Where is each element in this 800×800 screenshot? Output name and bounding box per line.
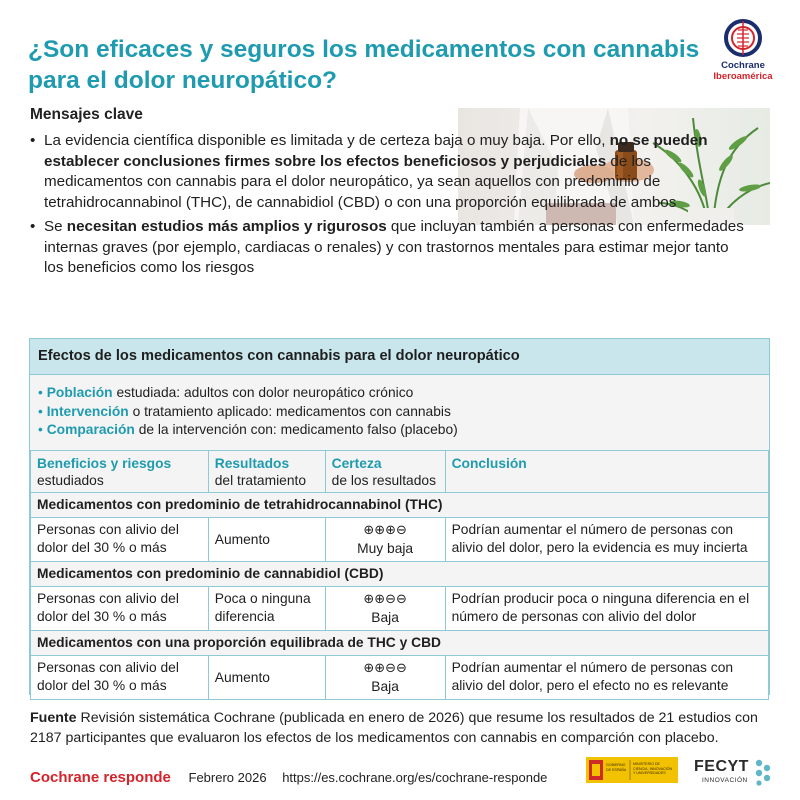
source-label: Fuente <box>30 710 77 726</box>
conclusion-cell: Podrían aumentar el número de personas con alivio del dolor, pero el efecto no es relevante <box>445 656 768 700</box>
key-message-2-text-b: que incluyan también a personas con enfermedades internas graves (por ejemplo, cardiacas o renales) y con trastornos mentales para estimar mejor tanto los beneficios como los riesgos <box>44 218 744 276</box>
footer <box>30 769 547 786</box>
certainty-label: Baja <box>371 679 399 694</box>
column-header-title: Resultados <box>214 456 290 471</box>
group-title: Medicamentos con una proporción equilibrada de THC y CBD <box>31 631 769 656</box>
certainty-rating-icon: ⊕⊕⊖⊖ <box>363 661 407 676</box>
cochrane-iberoamerica-logo <box>706 18 780 84</box>
fecyt-name: FECYT <box>694 758 749 775</box>
column-header-title: Beneficios y riesgos <box>37 456 172 471</box>
column-header-title: Certeza <box>331 456 382 471</box>
cochrane-logo-icon <box>723 18 763 58</box>
table-header-row <box>31 451 769 493</box>
key-message-2-text-a: Se <box>44 218 67 235</box>
table-row <box>31 518 769 562</box>
pico-text: estudiada: adultos con dolor neuropático crónico <box>112 385 414 400</box>
fecyt-dots-icon <box>754 758 772 786</box>
column-header-title: Conclusión <box>451 456 527 471</box>
result-cell: Aumento <box>208 518 325 562</box>
key-message-1 <box>30 131 730 213</box>
key-message-1-text-b: de los medicamentos con cannabis para el dolor neuropático, ya sean aquellos con predominio de tetrahidrocannabinol (THC), de cannabidiol (CBD) o con una proporción equilibrada de ambos <box>44 152 677 211</box>
column-header <box>445 451 768 493</box>
publication-date: Febrero 2026 <box>188 770 267 785</box>
cochrane-responde-brand: Cochrane responde <box>30 769 171 786</box>
source-note <box>30 709 770 748</box>
key-messages-heading: Mensajes clave <box>30 106 143 123</box>
group-title: Medicamentos con predominio de cannabidiol (CBD) <box>31 562 769 587</box>
government-text: GOBIERNO DE ESPAÑA <box>606 763 627 772</box>
column-header <box>31 451 209 493</box>
group-header-row <box>31 493 769 518</box>
column-header <box>325 451 445 493</box>
source-url-link[interactable]: https://es.cochrane.org/es/cochrane-responde <box>282 770 548 785</box>
source-text: Revisión sistemática Cochrane (publicada en enero de 2026) que resume los resultados de 21 estudios con 2187 participantes que evaluaron los efectos de los medicamentos con cannabis en comparción con placebo. <box>30 710 758 746</box>
effects-table <box>30 450 769 700</box>
outcome-cell: Personas con alivio del dolor del 30 % o más <box>31 518 209 562</box>
result-cell: Poca o ninguna diferencia <box>208 587 325 631</box>
conclusion-cell: Podrían aumentar el número de personas con alivio del dolor, pero la evidencia es muy incierta <box>445 518 768 562</box>
result-cell: Aumento <box>208 656 325 700</box>
key-message-1-text-a: La evidencia científica disponible es limitada y de certeza baja o muy baja. Por ello, <box>44 132 610 149</box>
pico-comparison <box>38 421 761 440</box>
key-message-1-emphasis: no se pueden establecer conclusiones firmes sobre los efectos beneficiosos y perjudiciales <box>44 132 708 170</box>
bullet-marker: • <box>30 218 36 235</box>
key-messages-list <box>30 131 750 279</box>
effects-panel-title: Efectos de los medicamentos con cannabis para el dolor neuropático <box>30 339 769 375</box>
certainty-label: Baja <box>371 610 399 625</box>
group-header-row <box>31 562 769 587</box>
outcome-cell: Personas con alivio del dolor del 30 % o más <box>31 656 209 700</box>
bullet-marker: • <box>30 132 36 149</box>
bullet-marker: • <box>38 403 43 419</box>
effects-panel <box>29 338 770 695</box>
table-row <box>31 656 769 700</box>
pico-intervention <box>38 403 761 422</box>
certainty-rating-icon: ⊕⊕⊖⊖ <box>363 592 407 607</box>
column-header-sub: del tratamiento <box>214 473 307 488</box>
outcome-cell: Personas con alivio del dolor del 30 % o más <box>31 587 209 631</box>
column-header <box>208 451 325 493</box>
logo-name: Cochrane <box>721 60 765 71</box>
fecyt-subtitle: INNOVACIÓN <box>702 777 748 784</box>
conclusion-cell: Podrían producir poca o ninguna diferencia en el número de personas con alivio del dolor <box>445 587 768 631</box>
pico-text: o tratamiento aplicado: medicamentos con cannabis <box>128 403 451 419</box>
bullet-marker: • <box>38 385 43 400</box>
certainty-cell <box>325 587 445 631</box>
bullet-marker: • <box>38 422 43 437</box>
pico-label: Comparación <box>46 422 135 437</box>
group-title: Medicamentos con predominio de tetrahidrocannabinol (THC) <box>31 493 769 518</box>
page-title: ¿Son eficaces y seguros los medicamentos con cannabis para el dolor neuropático? <box>28 36 700 94</box>
certainty-cell <box>325 656 445 700</box>
logo-subtitle: Iberoamérica <box>713 71 773 82</box>
government-ministry-logo <box>586 757 678 783</box>
table-row <box>31 587 769 631</box>
certainty-label: Muy baja <box>357 541 414 556</box>
group-header-row <box>31 631 769 656</box>
ministry-text: MINISTERIO DE CIENCIA, INNOVACIÓN Y UNIVERSIDADES <box>633 762 673 775</box>
certainty-rating-icon: ⊕⊕⊕⊖ <box>363 523 407 538</box>
pico-label: Población <box>46 385 113 400</box>
pico-list <box>30 375 769 440</box>
certainty-cell <box>325 518 445 562</box>
pico-population <box>38 384 761 403</box>
key-message-2 <box>30 217 750 279</box>
fecyt-logo <box>694 756 774 788</box>
column-header-sub: estudiados <box>37 473 104 488</box>
column-header-sub: de los resultados <box>331 473 436 488</box>
pico-text: de la intervención con: medicamento falso (placebo) <box>134 422 458 437</box>
pico-label: Intervención <box>46 403 129 419</box>
key-message-2-emphasis: necesitan estudios más amplios y rigurosos <box>66 218 387 235</box>
